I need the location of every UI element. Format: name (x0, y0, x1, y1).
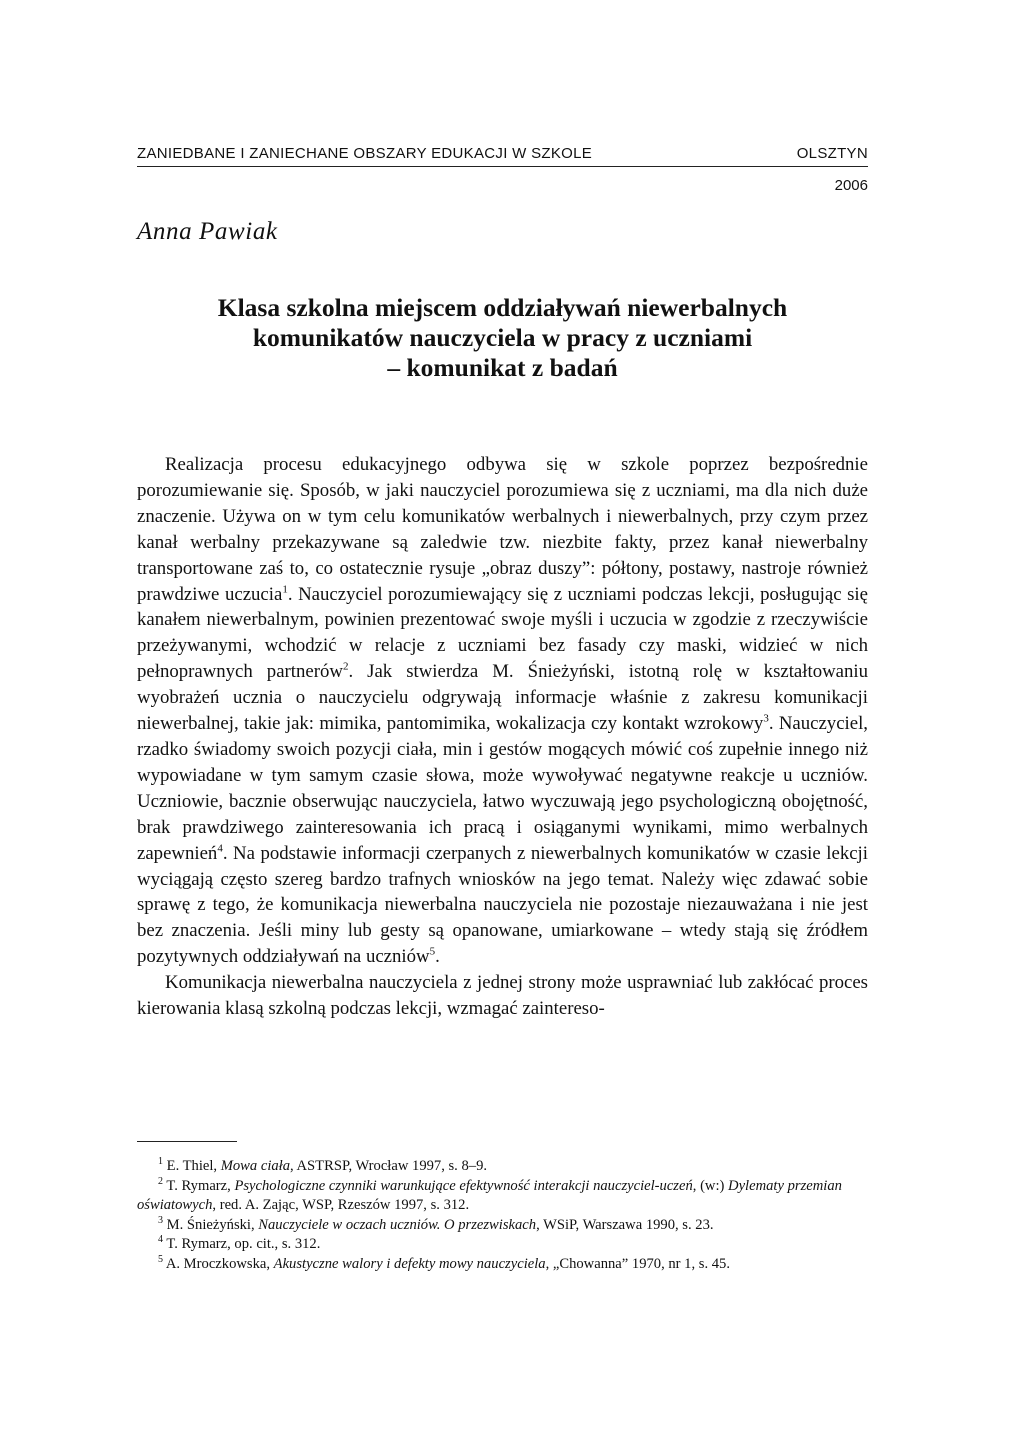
footnote-text: M. Śnieżyński, (166, 1216, 259, 1233)
footnote-title: Akustyczne walory i defekty mowy nauczyciela (273, 1255, 546, 1272)
footnote-number: 4 (158, 1234, 163, 1246)
paragraph-text: . Nauczyciel, rzadko świadomy swoich pozycji ciała, min i gestów mogących mówić coś zupełnie innego niż wypowiadane w tym samym czasie słowa, może wywoływać negatywne reakcje u uczniów. Uczniowie, bacznie obserwując nauczyciela, łatwo wyczuwają jego psychologiczną obojętność, brak prawdziwego zainteresowania ich pracą i osiąganymi wynikami, mimo werbalnych zapewnień (137, 713, 869, 864)
footnote-text: , ASTRSP, Wrocław 1997, s. 8–9. (290, 1158, 488, 1174)
footnote-reference: 1 (282, 583, 288, 596)
footnote-text: , WSiP, Warszawa 1990, s. 23. (536, 1216, 714, 1233)
header-year: 2006 (834, 177, 868, 194)
footnote-text: T. Rymarz, (166, 1177, 235, 1194)
body-paragraph (137, 970, 868, 1022)
footnote-number: 5 (158, 1254, 163, 1266)
paragraph-text: . Nauczyciel porozumiewający się z uczniami podczas lekcji, posługując się kanałem niewerbalnym, powinien prezentować swoje myśli i uczucia w zgodzie z rzeczywiście przeżywanymi, wchodzić w relacje z uczniami bez fasady czy maski, widzieć w nich pełnoprawnych partnerów (137, 583, 868, 683)
paragraph-text: . Na podstawie informacji czerpanych z niewerbalnych komunikatów w czasie lekcji wyciągają często szereg bardzo trafnych wniosków na jego temat. Należy więc zdawać sobie sprawę z tego, że komunikacja niewerbalna nauczyciela nie pozostaje niezauważana i nie jest bez znaczenia. Jeśli miny lub gesty są opanowane, umiarkowane – wtedy stają się źródłem pozytywnych oddziaływań na uczniów (137, 842, 868, 968)
footnote-title: Nauczyciele w oczach uczniów. O przezwiskach (258, 1216, 537, 1233)
footnote (137, 1235, 868, 1255)
footnote-reference: 5 (429, 945, 436, 958)
footnote (137, 1157, 868, 1177)
footnote-reference: 4 (217, 842, 223, 855)
footnote-reference: 3 (763, 712, 769, 725)
series-title: ZANIEDBANE I ZANIECHANE OBSZARY EDUKACJI W SZKOLE (137, 145, 593, 162)
footnote-title: Mowa ciała (220, 1158, 291, 1174)
footnote-text: , „Chowanna” 1970, nr 1, s. 45. (545, 1255, 730, 1272)
footnote-text: A. Mroczkowska, (165, 1255, 274, 1272)
footnote-rule (137, 1141, 237, 1142)
title-line: – komunikat z badań (387, 353, 618, 382)
footnote-number: 3 (158, 1214, 163, 1226)
footnote-number: 2 (158, 1175, 163, 1187)
footnote-text: , red. A. Zając, WSP, Rzeszów 1997, s. 312. (212, 1197, 470, 1214)
header-rule (137, 166, 868, 167)
footnote (137, 1216, 868, 1236)
article-body (137, 452, 868, 1022)
footnote-title: Psychologiczne czynniki warunkujące efektywność interakcji nauczyciel-uczeń (234, 1177, 693, 1194)
title-line: komunikatów nauczyciela w pracy z uczniami (252, 323, 753, 352)
body-paragraph (137, 452, 868, 970)
footnote-text: T. Rymarz, op. cit., s. 312. (166, 1236, 321, 1253)
footnote (137, 1255, 868, 1275)
footnotes (137, 1157, 868, 1275)
header-place: OLSZTYN (796, 145, 868, 162)
paragraph-text: Realizacja procesu edukacyjnego odbywa się w szkole poprzez bezpośrednie porozumiewanie się. Sposób, w jaki nauczyciel porozumiewa się z uczniami, ma dla nich duże znaczenie. Używa on w tym celu komunikatów werbalnych i niewerbalnych, przy czym przez kanał werbalny przekazywane są zaledwie tzw. niezbite fakty, przez kanał niewerbalny transportowane zaś to, co ostatecznie rysuje „obraz duszy”: półtony, postawy, nastroje również prawdziwe uczucia (137, 454, 868, 605)
title-line: Klasa szkolna miejscem oddziaływań niewerbalnych (217, 293, 788, 322)
footnote-reference: 2 (342, 660, 349, 673)
footnote (137, 1177, 868, 1216)
footnote-text: , (w:) (692, 1177, 729, 1194)
author-name: Anna Pawiak (137, 218, 278, 245)
paragraph-text: . Jak stwierdza M. Śnieżyński, istotną rolę w kształtowaniu wyobrażeń ucznia o nauczycielu odgrywają informacje właśnie z zakresu komunikacji niewerbalnej, takie jak: mimika, pantomimika, wokalizacja czy kontakt wzrokowy (137, 661, 868, 735)
footnote-text: E. Thiel, (166, 1158, 221, 1174)
article-title (137, 293, 868, 383)
footnote-number: 1 (158, 1156, 163, 1168)
paragraph-text: Komunikacja niewerbalna nauczyciela z jednej strony może usprawniać lub zakłócać proces kierowania klasą szkolną podczas lekcji, wzmagać zaintereso- (137, 972, 868, 1020)
paragraph-text: . (435, 946, 440, 968)
footnote-title: Dylematy przemian oświatowych (137, 1177, 842, 1214)
